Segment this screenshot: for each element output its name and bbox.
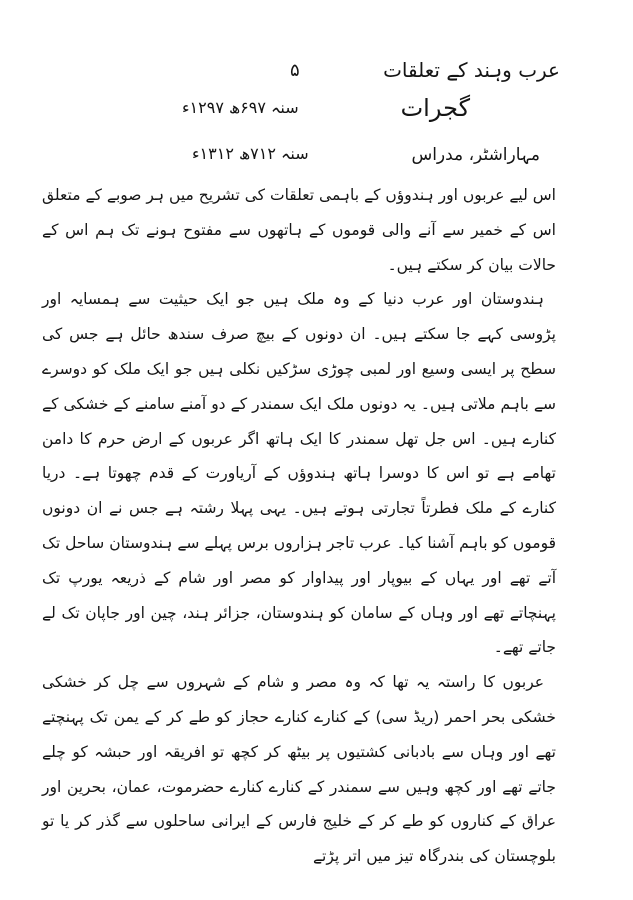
region-date: سنہ ۷۱۲ھ ۱۳۱۲ء — [192, 144, 309, 163]
region-date-row — [140, 138, 540, 172]
page-number: ۵ — [290, 60, 300, 81]
region-date: سنہ ۶۹۷ھ ۱۲۹۷ء — [182, 98, 299, 117]
paragraph: اس لیے عربوں اور ہندوؤں کے باہمی تعلقات کی تشریح میں ہر صوبے کے متعلق اس کے خمیر سے آنے والی قوموں کے ہاتھوں سے مفتوح ہونے تک ہم اس کے حالات بیان کر سکتے ہیں۔ — [42, 186, 556, 274]
paragraph: عربوں کا راستہ یہ تھا کہ وہ مصر و شام کے شہروں سے چل کر خشکی خشکی بحر احمر (ریڈ سی) کے کنارے کنارے حجاز کو طے کر کے یمن تک پہنچتے تھے اور وہاں سے بادبانی کشتیوں پر بیٹھ کر کچھ تو افریقہ اور حبشہ کو چلے جاتے تھے اور کچھ وہیں سے سمندر کے کنارے کنارے حضرموت، عمان، بحرین اور عراق کے کناروں کو طے کر کے خلیج فارس کے ایرانی ساحلوں سے گذر کر یا تو بلوچستان کی بندرگاہ تیز میں اتر پڑتے — [42, 673, 556, 866]
running-title: عرب وہند کے تعلقات — [383, 58, 560, 82]
page-header — [70, 58, 560, 88]
region-date-row — [140, 92, 540, 126]
paragraph: ہندوستان اور عرب دنیا کے وہ ملک ہیں جو ایک حیثیت سے ہمسایہ اور پڑوسی کہے جا سکتے ہیں۔ ان دونوں کے بیچ صرف سندھ حائل ہے جس کی سطح پر ایسی وسیع اور لمبی چوڑی سڑکیں نکلی ہیں جو ایک ملک کو دوسرے سے باہم ملاتی ہیں۔ یہ دونوں ملک ایک سمندر کے دو آمنے سامنے کے خشکی کے کنارے ہیں۔ اس جل تھل سمندر کا ایک ہاتھ اگر عربوں کے ارض حرم کا دامن تھامے ہے تو اس کا دوسرا ہاتھ ہندوؤں کے آریاورت کے قدم چھوتا ہے۔ دریا کنارے کے ملک فطرتاً تجارتی ہوتے ہیں۔ یہی پہلا رشتہ ہے جس نے ان دونوں قوموں کو باہم آشنا کیا۔ عرب تاجر ہزاروں برس پہلے سے ہندوستان ساحل تک آتے تھے اور یہاں کے بیوپار اور پیداوار کو مصر اور شام کے ذریعہ یورپ تک پہنچاتے تھے اور وہاں کے سامان کو ہندوستان، جزائر ہند، چین اور جاپان تک لے جاتے تھے۔ — [42, 290, 556, 657]
region-name: گجرات — [400, 94, 470, 122]
body-text — [42, 178, 556, 874]
region-name: مہاراشٹر، مدراس — [411, 145, 540, 165]
